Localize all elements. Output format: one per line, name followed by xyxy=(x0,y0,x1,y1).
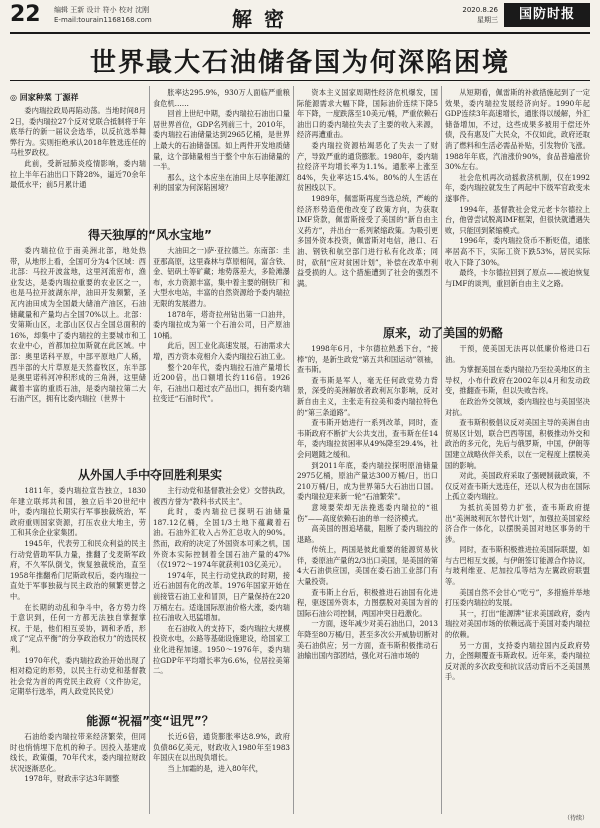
subheading-history: 从外国人手中夺回胜利果实 xyxy=(77,468,222,482)
paragraph: 1989年，佩雷斯再度当选总统，严峻的经济形势造使他改变了政策方向，为获取IMF贷款，佩雷斯接受了美国的“新自由主义药方”，并出台一系列紧缩政策。为吸引更多国外资本投资，佩雷斯对电信，港口、石油、钢铁和航空部门进行私有化改革；同时，砍削“应对贫困计划”，补偿在改革中利益受损的人。这个措施遭到了社会的强烈不满。 xyxy=(297,193,438,288)
paragraph: 对此，美国政府采取了强硬制裁政策，不仅反对查韦斯大选连任，还以人权为由在国际上孤立委内瑞拉。 xyxy=(445,471,590,502)
column-divider xyxy=(149,86,150,814)
paragraph: 高美国的围追堵截，阻断了委内瑞拉的退路。 xyxy=(297,524,438,544)
article-history-left xyxy=(10,486,146,702)
article-crisis-right xyxy=(445,88,590,316)
paragraph: 1998年6月，卡尔德拉熟悉下台，“接棒”的，是新生政党“第五共和国运动”领袖，查韦斯。 xyxy=(297,344,438,375)
paragraph: 1878年，塔奇拉州钻出第一口油井，委内瑞拉成为第一个石油公司，日产原油10桶。 xyxy=(153,309,290,340)
paragraph: 1978年，财政赤字达3年调整 xyxy=(24,774,120,784)
editor-credits xyxy=(54,5,152,25)
paragraph: 1811年，委内瑞拉宣告独立，1830年建立联邦共和国，独立后半20世纪中叶，委内瑞拉长期实行军事独裁统治，军政府重则国家资源，打压农业大地主，劳工和其余企业家集团。 xyxy=(10,486,146,538)
article-curse-left xyxy=(10,732,146,814)
paragraph: 查韦斯积极倡议反对美国主导的美洲自由贸易区计划，联合巴西等国，积极推动外交和政治的多元化，先后与俄罗斯，中国，伊朗等国建立战略伙伴关系，以在一定程度上摆脱美国的影响。 xyxy=(445,418,590,470)
paragraph: 1945年，代表劳工和民众利益的民主行动党借助军队力量，推翻了戈麦斯军政府，不久军队倒戈，恢复独裁统治，直至1958年推翻希门尼斯政权后，委内瑞拉一直处于军事独裁与民主政治的频繁更替之中。 xyxy=(10,538,146,601)
paragraph: 委内瑞拉资源枯竭恶化了失去一了财产，导致严重的通货膨胀。1980年，委内瑞拉经济平均增长率为1.1%。通胀率上涨至84%，失业率达15.4%。80%的人生活在贫困线以下。 xyxy=(297,140,438,193)
paragraph: 当上加霜的是，进入80年代， xyxy=(167,763,263,773)
paragraph: 为抵抗美国势力扩张，查韦斯政府提出“美洲玻利瓦尔替代计划”，加强拉美国家经济合作一体化，以摆脱美国对地区事务的干涉。 xyxy=(445,502,590,544)
paragraph: 此后，因工业化高速发展，石油需求大增，西方资本竞相介入委内瑞拉石油工业。 xyxy=(153,341,290,361)
article-geography-right xyxy=(153,246,290,458)
paragraph: 传统上，两国是彼此重要的能源贸易伙伴，委原油产量的2/3出口美国，是美国的第4大石油供应国，美国在委石油工业部门有大量投资。 xyxy=(297,545,438,587)
paragraph: 在政治外交领域，委内瑞拉也与美国坚决对抗。 xyxy=(445,396,590,417)
paragraph: 此时，委内瑞拉已探明石油储量187.12亿桶，全国1/3土地下蕴藏着石油。石油外汇收入占外汇总收入的90%。然而，政府的决定了外国资本可乘之机，国外资本实际控制着全国石油产量的47%（仅1972～1974年就获利103亿美元）。 xyxy=(153,507,290,570)
paragraph: 胀率达295.9%，930万人面临严重粮食危机…… xyxy=(153,88,290,108)
paragraph: 石油给委内瑞拉带来经济繁荣，但同时也悄悄埋下危机的种子。因投入基建成线长，政策僵，70年代末，委内瑞拉财政状况逐渐恶化。 xyxy=(10,732,146,773)
paragraph: 主行动党和基督教社会党）交替执政，被西方誉为“教科书式民主”。 xyxy=(153,486,290,506)
paragraph: 干预，使美国无法再以低廉价格进口石油。 xyxy=(445,344,590,364)
paragraph: 美国自然不会甘心“吃亏”，多措施并举地打压委内瑞拉的发展。 xyxy=(445,587,590,608)
paragraph: 委内瑞拉政局再陷动荡。当地时间8月2日，委内瑞拉27个反对党联合抵制将于年底举行的新一届议会选举，以反抗选举舞弊行为。实则拒绝承认2018年胜选连任的马杜罗政权。 xyxy=(10,106,146,158)
article-intro-left xyxy=(10,88,146,216)
paragraph: 资本主义国家周期性经济危机爆发，国际能源需求大幅下降，国际油价连续下降5年下降，一度跌落至10美元/桶，严重依赖石油出口的委内瑞拉失去了主要的收入来源，经济再遭重击。 xyxy=(297,88,438,140)
column-divider xyxy=(441,86,442,814)
paragraph: 长近6倍，通货膨胀率达8.9%，政府负债86亿美元，财政收入1980年至1983年国庆在以出现负增长。 xyxy=(153,732,290,763)
subheading-us-conflict: 原来，动了美国的奶酪 xyxy=(382,326,503,340)
article-geography-left xyxy=(10,246,146,458)
paragraph: 到2011年底，委内瑞拉探明原油储量2975亿桶，原油产量达300万桶/日，出口210万桶/日，成为世界第5大石油出口国。委内瑞拉迎来新一轮“石油繁荣”。 xyxy=(297,460,438,502)
article-intro-right xyxy=(153,88,290,216)
article-us-right xyxy=(445,344,590,808)
issue-date xyxy=(462,5,498,25)
column-divider xyxy=(293,86,294,814)
date-value: 2020.8.26 xyxy=(462,6,498,14)
newspaper-logo: 国防时报 xyxy=(504,3,590,27)
paragraph: 社会危机再次动摇救济机制，仅在1992年，委内瑞拉就发生了两起中下级军官政变未遂事件。 xyxy=(445,172,590,203)
paragraph: 一方面，逐年减少对美石油出口，2013年降至80万桶/日，甚至多次公开威胁切断对美石油供应；另一方面，查韦斯积极推动石油输出国内部团结，强化对石油市场的 xyxy=(297,619,438,661)
article-history-right xyxy=(153,486,290,702)
paragraph: 其一，打出“能源牌”征求美国政府，委内瑞拉对美国市场的依赖远高于美国对委内瑞拉的依赖。 xyxy=(445,608,590,640)
article-curse-right xyxy=(153,732,290,814)
paragraph: 意境要荣却无法挽逃委内瑞拉的“祖伤”——高度依赖石油的单一经济模式。 xyxy=(297,502,438,523)
paragraph: 1996年，委内瑞拉货币不断贬值，通胀率居高不下，实际工资下跌53%，居民实际收入下降了30%。 xyxy=(445,236,590,267)
paragraph: 委内瑞拉位于南美洲北部，地处热带，从地形上看，全国可分为4个区域：西北部：马拉开波盆地，这里河流密布，渔业发达，是委内瑞拉重要的农业区之一，也是马拉开波湖东岸，油田开发频繁，圣瓦内油田成为全国最大储油产油区，石油储藏量和产量均占全国70%以上。北部：安第斯山区，北部山区仅占全国总面积的16%，却集中了委内瑞拉的主要城市和工农业中心，首都加拉加斯就在此区域。中部：奥里诺科平原，中部平原地广人稀，西半部的大片草原是天然畜牧区，东半部是奥里诺科河冲积形成的三角洲，这里储藏着丰富的重质石油，是委内瑞拉第二大石油产区，拥有比委内瑞拉（世界十 xyxy=(10,246,146,404)
masthead xyxy=(10,0,590,34)
page-number: 22 xyxy=(10,2,41,27)
paragraph: 最终，卡尔德拉回到了原点——被迫恢复与IMF的谈判，重回新自由主义之路。 xyxy=(445,268,590,288)
paragraph: 另一方面，支持委内瑞拉国内反政府势力，企图颠覆查韦斯政权。近年来，委内瑞拉反对派的多次政变和抗议活动背后不乏美国黑手。 xyxy=(445,640,590,682)
paragraph: 为掌握美国在委内瑞拉乃至拉美地区的主导权，小布什政府在2002年以4月和发动政变，推翻查韦斯，但以失败告终。 xyxy=(445,365,590,396)
page-headline: 世界最大石油储备国为何深陷困境 xyxy=(89,48,510,78)
paragraph: 回首上世纪中期，委内瑞拉石油出口量居世界首位，GDP名列前三十，2010年，委内瑞拉石油储量达到2965亿桶，是世界上最大的石油储备国。如上两件开发地质储量，这个部储量相当于整个中东石油储量的一半。 xyxy=(153,109,290,172)
paragraph: 1974年，民主行动党执政的时期，接近石油国有化的改革。1976年国家开始在前接管石油工业和冒顶，日产量保持在220万桶左右。适逢国际原油价格大涨，委内瑞拉石油收入迅猛增加。 xyxy=(153,570,290,623)
editor-email: E-mail:tourain1168168.com xyxy=(54,16,152,24)
paragraph: 大油田之一)萨·亚拉德兰。东南部：圭亚那高原，这里森林与草原相间，富含铁、金、铝矾土等矿藏；地势落差大，多险滩瀑布，水力资源丰富，集中着主要的钢铁厂和大型水电站，丰富的自然资源给予委内瑞拉无限的发展潜力。 xyxy=(153,246,290,308)
paragraph: 从短期看，佩雷斯的补救措施起到了一定效果，委内瑞拉发展经济向好。1990年起GDP连续3年高速增长，通胀得以缓解，外汇储备增加，不过，这些成果多被用于偿还外债，没有惠及广大民众，不仅如此，政府还取消了燃料和生活必需品补贴，引发物价飞涨。1988年年底，汽油涨价90%，食品普遍涨价30%左右。 xyxy=(445,88,590,172)
editor-names: 编辑 王新 设计 符小 校对 沈刚 xyxy=(54,6,150,14)
paragraph: 1994年，基督教社会党元老卡尔德拉上台，他曾尝试脱离IMF框架，但很快就遭遇失败，只能回到紧缩模式。 xyxy=(445,204,590,235)
paragraph: 此前，受新冠肺炎疫情影响，委内瑞拉上半年石油出口下降28%，逼近70余年最低水平；前5月累计通 xyxy=(10,158,146,190)
paragraph: 同时，查韦斯积极推进拉美国际联盟，如与古巴相互支援，与伊朗签订能源合作协议，与玻利维亚、尼加拉瓜等结为左翼政府联盟等。 xyxy=(445,545,590,587)
continued-note: （待续） xyxy=(563,815,588,822)
paragraph: 整个20年代，委内瑞拉石油产量增长近200倍，出口额增长约116倍。1926年，石油出口超过农产品出口，拥有委内瑞拉变迁“石油时代”。 xyxy=(153,362,290,404)
headline-divider xyxy=(10,80,590,81)
article-us-left xyxy=(297,344,438,814)
section-title: 解密 xyxy=(232,7,296,31)
subheading-curse: 能源“祝福”变“诅咒”？ xyxy=(86,714,214,728)
paragraph: 查韦斯上台后，积极推进石油国有化进程，驱逐国外资本，力图摆脱对美国为首的国际石油公司控制，两国冲突日趋激化。 xyxy=(297,587,438,618)
paragraph: 在长期的动乱和争斗中，各方势力终于意识到，任何一方都无法独自掌握掌权。于是，他们相互妥协，调和矛盾，形成了“定点平衡”的分享政治权力”的选民权利。 xyxy=(10,602,146,654)
paragraph: 那么，这个本应坐在油田上尽享能源红利的国家为何深陷困境？ xyxy=(153,172,290,193)
paragraph: 查韦斯开始进行一系列改革，同时，查韦斯政府不断扩大公共支出，查韦斯在任14年，委内瑞拉贫困率从49%降至29.4%，社会问题随之缓和。 xyxy=(297,418,438,459)
byline: ◎ 回家种菜 丁源祥 xyxy=(10,93,79,102)
weekday-value: 星期三 xyxy=(477,16,498,24)
paragraph: 在石油收入的支持下，委内瑞拉大规模投资水电，公路等基础设施建设，给国家工业化进程加速。1950～1976年，委内瑞拉GDP年平均增长率为6.6%，位居拉美第二。 xyxy=(153,623,290,676)
subheading-geography: 得天独厚的“风水宝地” xyxy=(88,228,212,242)
paragraph: 1970年代，委内瑞拉政治开始出现了相对稳定的形势，以民主行动党和基督教社会党为首的两党民主政府（文件协定，定期举行选举，两人政党民民党） xyxy=(10,655,146,697)
article-crisis-left xyxy=(297,88,438,316)
paragraph: 查韦斯是军人，毫无任何政党势力背景，深受的美洲解放者政利瓦尔影响，反对新自由主义，主张走有拉美和委内瑞拉特色的“第三条道路”。 xyxy=(297,375,438,417)
